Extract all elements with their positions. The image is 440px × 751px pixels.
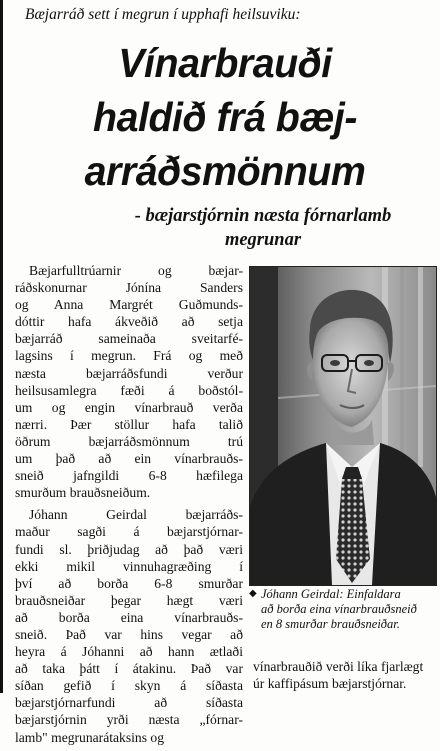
body-line: síðan gefið í skyn á síðasta [15, 678, 243, 694]
portrait-illustration [250, 267, 436, 585]
body-line: ekki mikil vinnuhagræðing í [15, 558, 243, 574]
body-line: að taka þátt í átakinu. Það var [15, 661, 243, 677]
body-line: heyra á Jóhanni að hann ætlaði [15, 644, 243, 660]
body-paragraph [15, 262, 243, 501]
body-line: um það að ein vínarbrauðs- [15, 451, 243, 467]
body-line: og Anna Margrét Guðmunds- [15, 297, 243, 313]
photo-caption [261, 587, 439, 632]
portrait-photo [249, 266, 437, 586]
subheadline [93, 204, 433, 252]
article-body [15, 262, 243, 751]
headline-line: Vínarbrauði [118, 40, 332, 86]
body-line: bæjarstjórnin yrði næsta „fórnar- [15, 712, 243, 728]
article-continuation [253, 658, 439, 692]
continuation-line: vínarbrauðið verði líka fjarlægt [253, 659, 424, 674]
body-line: um og engin vínarbrauð verða [15, 399, 243, 415]
body-line: öðrum bæjarráðsmönnum trú [15, 433, 243, 449]
kicker: Bæjarráð sett í megrun í upphafi heilsuviku: [25, 6, 301, 23]
body-line: bæjarstjórnarfundi að síðasta [15, 695, 243, 711]
caption-line: að borða eina vínarbrauðsneið [261, 602, 417, 616]
headline-line: haldið frá bæj- [93, 94, 357, 140]
body-line: maður sagði á bæjarstjórnar- [15, 524, 243, 540]
body-line: bæjarráð sameinaða sveitarfé- [15, 331, 243, 347]
body-line: sneið. Það var hins vegar að [15, 626, 243, 642]
body-line: því að borða 6-8 smurðar [15, 575, 243, 591]
headline [20, 36, 431, 198]
body-line: dóttir hafa ákveðið að setja [15, 314, 243, 330]
caption-line: en 8 smurðar brauðsneiðar. [261, 617, 400, 631]
body-line: brauðsneiðar þegar hægt væri [15, 592, 243, 608]
body-line: smurðum brauðsneiðum. [15, 485, 151, 501]
body-line: Jóhann Geirdal bæjarráðs- [29, 507, 243, 523]
subheadline-line: megrunar [224, 230, 302, 250]
body-line: næsta bæjarráðsfundi verður [15, 365, 243, 381]
continuation-line: úr kaffipásum bæjarstjórnar. [253, 676, 407, 691]
subheadline-line: - bæjarstjórnin næsta fórnarlamb [134, 206, 392, 226]
headline-line: arráðsmönnum [84, 148, 366, 194]
caption-bullet-icon: ◆ [249, 588, 257, 599]
body-line: að borða eina vínarbrauðs- [15, 609, 243, 625]
caption-line: Jóhann Geirdal: Einfaldara [261, 587, 401, 601]
body-line: lagsins í megrun. Frá og með [15, 348, 243, 364]
body-line: Bæjarfulltrúarnir og bæjar- [29, 263, 243, 278]
body-line: ráðskonurnar Jónína Sanders [15, 280, 243, 296]
body-line: nærri. Þær stöllur hafa talið [15, 416, 243, 432]
body-line: sneið jafngildi 6-8 hæfilega [15, 468, 243, 484]
body-line: heilsusamlegra fæði á boðstól- [15, 382, 243, 398]
body-line: fundi sl. þriðjudag að það væri [15, 541, 243, 557]
body-line: lamb" megrunarátaksins og [15, 729, 165, 745]
body-paragraph [15, 506, 243, 745]
